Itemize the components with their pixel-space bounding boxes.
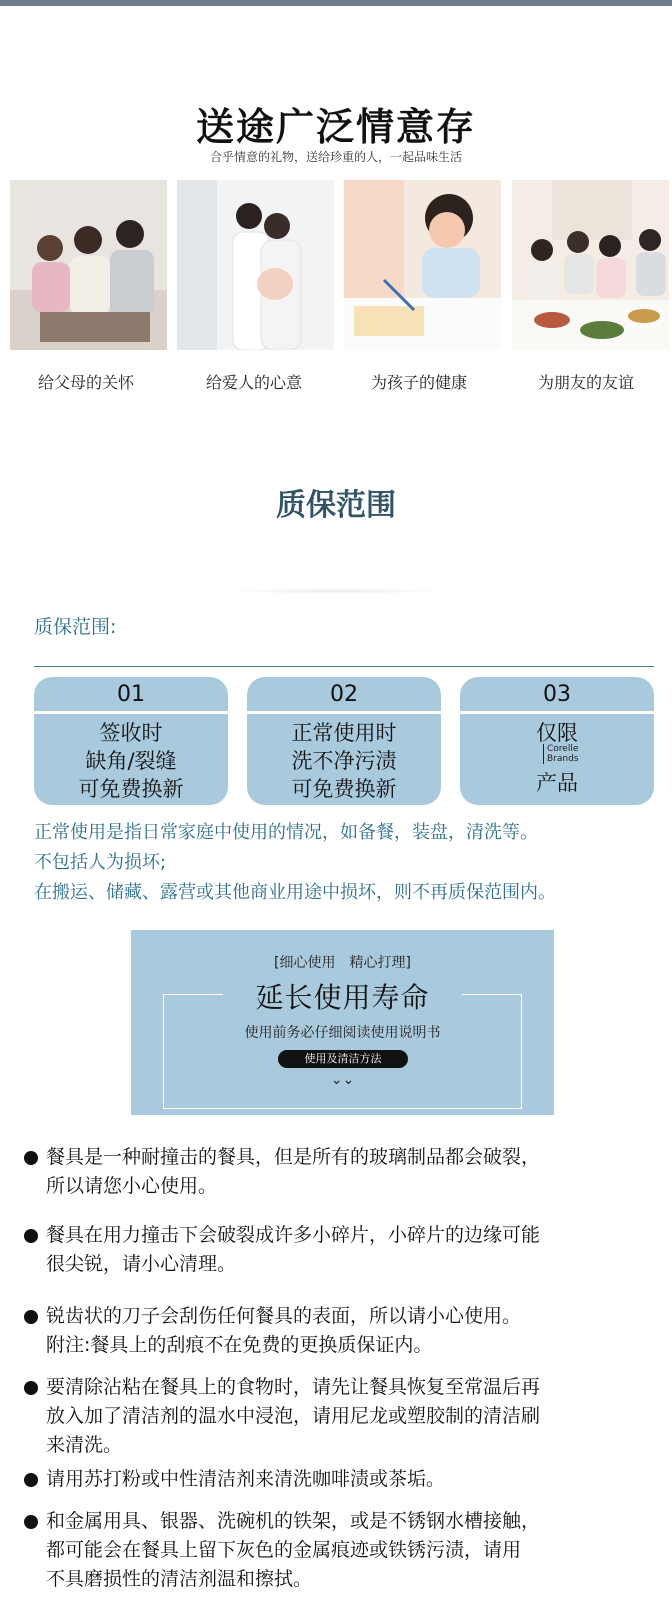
warranty-section-title: 质保范围 <box>276 488 396 523</box>
card-line: 正常使用时 <box>291 721 397 745</box>
instruction-text <box>46 1465 666 1494</box>
usage-cleaning-button[interactable]: 使用及清洁方法 <box>278 1050 408 1068</box>
hero-subtitle: 合乎情意的礼物，送给珍重的人，一起品味生活 <box>209 150 462 164</box>
instruction-text <box>46 1507 666 1594</box>
gift-photo-gallery <box>10 180 670 350</box>
instruction-line: 请用苏打粉或中性清洁剂来清洗咖啡渍或茶垢。 <box>46 1468 446 1490</box>
corelle-brands-logo <box>543 744 588 764</box>
photo-friends <box>512 180 669 350</box>
instruction-text <box>46 1221 666 1279</box>
banner-title: 延长使用寿命 <box>255 981 430 1014</box>
bullet-dot <box>24 1310 38 1324</box>
card-separator <box>247 711 441 714</box>
caption-couple: 给爱人的心意 <box>205 373 302 392</box>
card-number: 01 <box>117 682 145 707</box>
instruction-line: 都可能会在餐具上留下灰色的金属痕迹或铁锈污渍，请用 <box>46 1539 522 1561</box>
chevron-down-icon: ⌄⌄ <box>330 1072 355 1088</box>
divider <box>34 666 654 667</box>
banner-subtitle: 使用前务必仔细阅读使用说明书 <box>244 1025 441 1041</box>
card-line: 可免费换新 <box>291 777 397 801</box>
caption-parents: 给父母的关怀 <box>37 373 134 392</box>
instruction-text <box>46 1373 666 1460</box>
instruction-line: 锐齿状的刀子会刮伤任何餐具的表面，所以请小心使用。 <box>46 1305 522 1327</box>
card-number: 02 <box>330 682 358 707</box>
warranty-note: 正常使用是指日常家庭中使用的情况，如备餐，装盘，清洗等。 <box>34 822 538 843</box>
instruction-line: 放入加了清洁剂的温水中浸泡，请用尼龙或塑胶制的清洁刷 <box>46 1405 541 1427</box>
card-line: 可免费换新 <box>78 777 184 801</box>
care-banner <box>131 930 554 1115</box>
caption-child: 为孩子的健康 <box>370 373 467 392</box>
brand-line: Brands <box>547 754 579 764</box>
top-accent-bar <box>0 0 672 6</box>
warranty-note: 不包括人为损坏; <box>34 852 167 873</box>
instruction-line: 要清除沾粘在餐具上的食物时，请先让餐具恢复至常温后再 <box>46 1376 541 1398</box>
caption-friends: 为朋友的友谊 <box>537 373 634 392</box>
instruction-text <box>46 1143 666 1201</box>
instruction-line: 餐具在用力撞击下会破裂成许多小碎片，小碎片的边缘可能 <box>46 1224 541 1246</box>
card-line: 缺角/裂缝 <box>85 749 177 773</box>
warranty-note: 在搬运、储藏、露营或其他商业用途中损坏，则不再质保范围内。 <box>34 882 556 903</box>
instruction-line: 不具磨损性的清洁剂温和擦拭。 <box>46 1568 313 1590</box>
bullet-dot <box>24 1151 38 1165</box>
photo-parents <box>10 180 167 350</box>
card-number: 03 <box>543 682 571 707</box>
warranty-sub-heading: 质保范围: <box>34 616 117 638</box>
photo-child <box>344 180 501 350</box>
card-separator <box>460 711 654 714</box>
section-divider-shadow <box>226 588 446 594</box>
instruction-line: 很尖锐，请小心清理。 <box>46 1253 237 1275</box>
instruction-line: 所以请您小心使用。 <box>46 1175 218 1197</box>
instruction-line: 附注:餐具上的刮痕不在免费的更换质保证内。 <box>46 1334 433 1356</box>
card-line: 产品 <box>536 771 578 795</box>
bullet-dot <box>24 1229 38 1243</box>
brand-line: Corelle <box>547 744 579 754</box>
hero-title: 送途广泛情意存 <box>195 105 476 149</box>
bullet-dot <box>24 1515 38 1529</box>
banner-tag: [细心使用 精心打理] <box>274 955 411 971</box>
card-separator <box>34 711 228 714</box>
warranty-card-02 <box>247 677 441 805</box>
photo-couple <box>177 180 334 350</box>
instruction-line: 和金属用具、银器、洗碗机的铁架，或是不锈钢水槽接触， <box>46 1510 541 1532</box>
bullet-dot <box>24 1473 38 1487</box>
instruction-line: 来清洗。 <box>46 1434 123 1456</box>
card-line: 签收时 <box>99 721 163 745</box>
bullet-dot <box>24 1381 38 1395</box>
card-line: 仅限 <box>536 721 578 745</box>
warranty-card-01 <box>34 677 228 805</box>
warranty-card-03 <box>460 677 654 805</box>
instruction-line: 餐具是一种耐撞击的餐具，但是所有的玻璃制品都会破裂， <box>46 1146 541 1168</box>
card-line: 洗不净污渍 <box>291 749 397 773</box>
instruction-text <box>46 1302 666 1360</box>
